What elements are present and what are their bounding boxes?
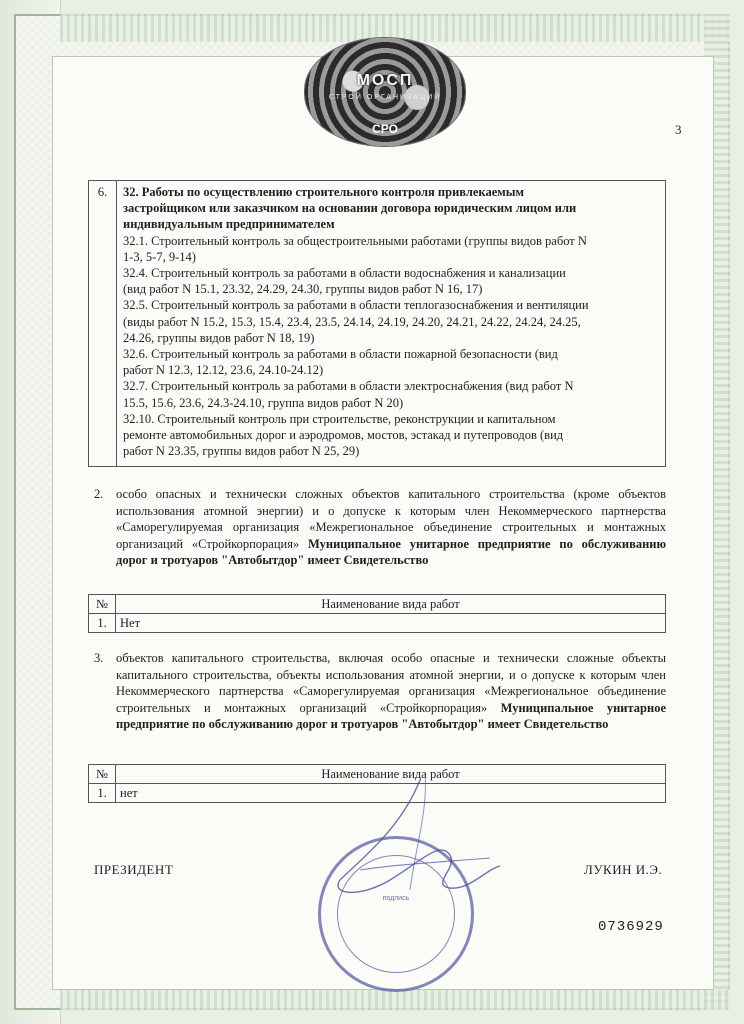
list-item: 32.4. Строительный контроль за работами в области водоснабжения и канализации [123, 266, 566, 281]
paragraph-3-body: объектов капитального строительства, включая особо опасные и технически сложные объекты капитального строительства, объекты использования атомной энергии, и о допуске к которым член Некоммерческого партнерства «Саморегулируемая организация «Межрегиональное объединение строительных и монтажных организаций «Стройкорпорация» [116, 651, 666, 715]
hologram-sticker [305, 38, 465, 146]
section-6-number: 6. [89, 181, 117, 466]
paragraph-2-body: особо опасных и технически сложных объектов капитального строительства (кроме объектов использования атомной энергии) и о допуске к которым член Некоммерческого партнерства «Саморегулируемая организация «Межрегиональное объединение строительных и монтажных организаций «Стройкорпорация» [116, 487, 666, 551]
paragraph-3-bold: Муниципальное унитарное предприятие по обслуживанию дорог и тротуаров "Автобытдор" имеет Свидетельство [116, 700, 666, 731]
table-3-row-name: нет [116, 784, 666, 803]
list-item: 32.7. Строительный контроль за работами в области электроснабжения (вид работ N [123, 379, 574, 394]
list-item: 24.26, группы видов работ N 18, 19) [123, 330, 315, 345]
table-2-row-name: Нет [116, 614, 666, 633]
paragraph-3-text [116, 650, 666, 733]
list-item: 15.5, 15.6, 23.6, 24.3-24.10, группа видов работ N 20) [123, 395, 404, 410]
table-row [89, 614, 666, 633]
list-item: 32.5. Строительный контроль за работами в области теплогазоснабжения и вентиляции [123, 298, 589, 313]
list-item: (вид работ N 15.1, 23.32, 24.29, 24.30, группы видов работ N 16, 17) [123, 282, 483, 297]
list-item: работ N 23.35, группы видов работ N 25, 29) [123, 444, 360, 459]
hologram-logo: МОСП [356, 72, 414, 89]
table-2-row-num: 1. [89, 614, 116, 633]
paragraph-2-number: 2. [94, 487, 104, 501]
section-6-heading-line: 32. Работы по осуществлению строительного контроля привлекаемым [123, 185, 525, 199]
paragraph-2-text [116, 486, 666, 569]
section-6-items [123, 233, 661, 460]
list-item: 32.6. Строительный контроль за работами в области пожарной безопасности (вид [123, 347, 558, 362]
list-item: (виды работ N 15.2, 15.3, 15.4, 23.4, 23.5, 24.14, 24.19, 24.20, 24.21, 24.22, 24.24, 24.25, [123, 314, 581, 329]
list-item: 1-3, 5-7, 9-14) [123, 249, 196, 264]
signatory-name: ЛУКИН И.Э. [584, 862, 663, 877]
seal-label: подпись [382, 895, 410, 902]
table-2-col-num: № [89, 595, 116, 614]
list-item: работ N 12.3, 12.12, 23.6, 24.10-24.12) [123, 363, 324, 378]
list-item: 32.1. Строительный контроль за общестроительными работами (группы видов работ N [123, 233, 587, 248]
list-item: 32.10. Строительный контроль при строительстве, реконструкции и капитальном [123, 411, 556, 426]
paragraph-3-number: 3. [94, 651, 104, 665]
hologram-mark: СРО [372, 122, 398, 136]
table-3-row-num: 1. [89, 784, 116, 803]
serial-number: 0736929 [598, 919, 664, 935]
table-3-col-name: Наименование вида работ [116, 765, 666, 784]
table-3-col-num: № [89, 765, 116, 784]
section-6-table [88, 180, 666, 467]
table-2 [88, 594, 666, 633]
list-item: ремонте автомобильных дорог и аэродромов, мостов, эстакад и путепроводов (вид [123, 428, 564, 443]
section-6-heading-line: индивидуальным предпринимателем [123, 217, 335, 232]
president-title: ПРЕЗИДЕНТ [94, 862, 174, 877]
paragraph-3 [88, 650, 666, 733]
table-2-header [89, 595, 666, 614]
hologram-subtitle: СТРОЙ ОРГАНИЗАЦИЙ [328, 94, 442, 101]
paragraph-2 [88, 486, 666, 569]
section-6-heading-line: застройщиком или заказчиком на основании договора юридическим лицом или [123, 201, 577, 216]
paragraph-2-bold: Муниципальное унитарное предприятие по обслуживанию дорог и тротуаров "Автобытдор" имеет Свидетельство [116, 536, 667, 567]
page-number: 3 [675, 122, 682, 137]
section-6-content [123, 184, 661, 459]
handwritten-signature [300, 770, 520, 920]
table-2-col-name: Наименование вида работ [116, 595, 666, 614]
border-band-bottom [60, 990, 730, 1010]
section-6-heading [123, 184, 661, 233]
